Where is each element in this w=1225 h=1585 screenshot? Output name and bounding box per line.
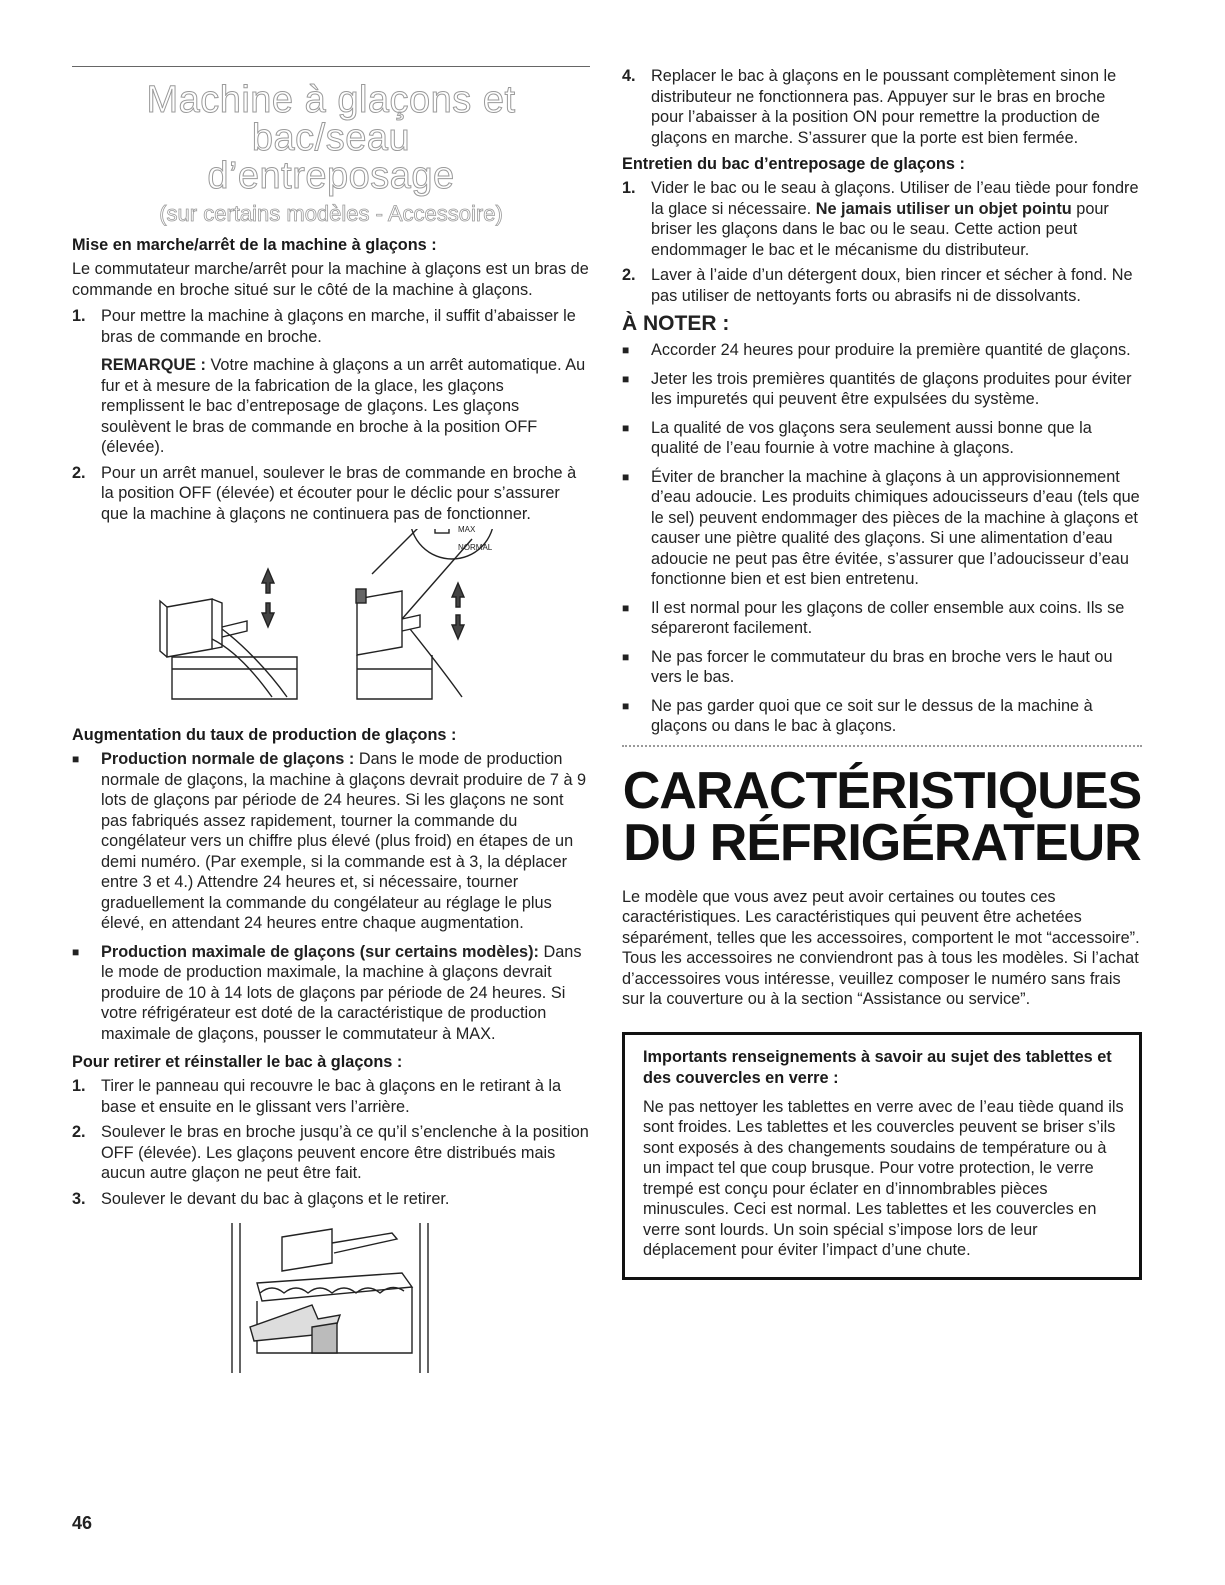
rate-item-body: Dans le mode de production maximale, la machine à glaçons devrait produire de 10 à 14 lots de glaçons par période de 24 heures. Si votre réfrigérateur est doté de la caractéristique de production maximale de glaçons, pousser le commutateur à MAX. [101, 942, 582, 1043]
care-item [622, 178, 1142, 260]
rate-item-text [101, 942, 590, 1045]
note-text: Accorder 24 heures pour produire la première quantité de glaçons. [651, 341, 1131, 359]
right-column [622, 66, 1142, 1280]
arm-illustration-svg [72, 529, 590, 719]
care-text-b: pour briser les glaçons dans le bac ou le seau. Cette action peut endommager le bac et le mécanisme du distributeur. [651, 199, 1109, 259]
note-item [622, 647, 1142, 688]
note-item [622, 340, 1142, 361]
onoff-item [72, 306, 590, 458]
item-number: 3. [72, 1189, 86, 1208]
section-title [72, 81, 590, 195]
left-column [72, 66, 590, 1373]
care-item [622, 265, 1142, 306]
bullet-icon: ■ [622, 420, 630, 435]
bullet-icon: ■ [622, 469, 630, 484]
care-heading: Entretien du bac d’entreposage de glaçons : [622, 155, 965, 173]
note-text: Jeter les trois premières quantités de glaçons produites pour éviter les impuretés qui peuvent être expulsées du système. [651, 369, 1132, 408]
box-text: Ne pas nettoyer les tablettes en verre avec de l’eau tiède quand ils sont froides. Les tablettes et les couvercles peuvent se briser s’ils sont exposés à des changements soudains de température ou à un impact tel que coup brusque. Pour votre protection, le verre trempé est conçu pour éclater en d’innombrables pièces minuscules. Ceci est normal. Les tablettes et les couvercles en verre sont lourds. Un soin spécial s’impose lors de leur déplacement pour éviter l’impact d’une chute. [643, 1097, 1124, 1259]
features-title-line2: DU RÉFRIGÉRATEUR [623, 813, 1141, 872]
item-text: Pour mettre la machine à glaçons en marche, il suffit d’abaisser le bras de commande en broche. [101, 307, 576, 346]
note-text: Ne pas forcer le commutateur du bras en broche vers le haut ou vers le bas. [651, 647, 1113, 686]
item-text [651, 178, 1142, 260]
ice-bin-illustration [72, 1223, 590, 1373]
rate-item [72, 749, 590, 934]
note-text: Éviter de brancher la machine à glaçons à un approvisionnement d’eau adoucie. Les produits chimiques adoucisseurs d’eau (tels que le sel) peuvent endommager des pièces de la machine à glaçons et causer une piètre qualité des glaçons. Si une alimentation d’eau adoucie ne peut pas être évitée, s’assurer que l’adoucisseur d’eau fonctionne bien et est bien entretenu. [651, 467, 1140, 588]
bullet-icon: ■ [72, 944, 80, 959]
section-subtitle: (sur certains modèles - Accessoire) [159, 201, 503, 226]
rate-item-label: Production maximale de glaçons (sur certains modèles): [101, 942, 539, 961]
normal-label: NORMAL [458, 543, 493, 552]
remove-item [72, 1189, 590, 1210]
note-item [622, 467, 1142, 590]
features-title [622, 761, 1142, 872]
item-number: 4. [622, 67, 636, 85]
features-title-line1: CARACTÉRISTIQUES [622, 761, 1142, 820]
remark-text: Votre machine à glaçons a un arrêt automatique. Au fur et à mesure de la fabrication de la glace, les glaçons remplissent le bac d’entreposage de glaçons. Les glaçons soulèvent le bras de commande en broche à la position OFF (élevée). [101, 356, 586, 456]
item-number: 1. [72, 1077, 86, 1095]
box-heading: Importants renseignements à savoir au sujet des tablettes et des couvercles en verre : [643, 1047, 1112, 1087]
bullet-icon: ■ [622, 698, 630, 713]
remove-item [72, 1076, 590, 1117]
remark [101, 355, 590, 458]
rate-item-text [101, 749, 590, 934]
remove-item [72, 1122, 590, 1184]
note-text: Il est normal pour les glaçons de coller ensemble aux coins. Ils se sépareront facilement. [651, 598, 1125, 637]
bin-illustration-svg [72, 1223, 590, 1373]
onoff-heading: Mise en marche/arrêt de la machine à glaçons : [72, 236, 437, 254]
note-item [622, 598, 1142, 639]
item-text: Tirer le panneau qui recouvre le bac à glaçons en le retirant à la base et ensuite en le glissant vers l’arrière. [101, 1077, 562, 1116]
remove-heading: Pour retirer et réinstaller le bac à glaçons : [72, 1053, 403, 1071]
ice-maker-arm-illustration [72, 525, 590, 719]
care-text-a: Vider le bac ou le seau à glaçons. Utiliser de l’eau tiède pour fondre la glace si nécessaire. [651, 179, 1139, 218]
glass-warning-box [622, 1032, 1142, 1280]
item-text: Replacer le bac à glaçons en le poussant complètement sinon le distributeur ne fonctionnera pas. Appuyer sur le bras en broche pour l’abaisser à la position ON pour remettre la production de glaçons en marche. S’assurer que la porte est bien fermée. [651, 67, 1117, 147]
item-number: 1. [622, 179, 636, 197]
max-label: MAX [458, 525, 476, 534]
item-text: Laver à l’aide d’un détergent doux, bien rincer et sécher à fond. Ne pas utiliser de nettoyants forts ou abrasifs ni de dissolvants. [651, 266, 1133, 305]
bullet-icon: ■ [622, 600, 630, 615]
bullet-icon: ■ [622, 649, 630, 664]
note-item [622, 696, 1142, 737]
onoff-intro: Le commutateur marche/arrêt pour la machine à glaçons est un bras de commande en broche situé sur le côté de la machine à glaçons. [72, 260, 589, 299]
item-text: Soulever le devant du bac à glaçons et le retirer. [101, 1189, 450, 1208]
remark-label: REMARQUE : [101, 356, 206, 374]
page-number: 46 [72, 1513, 93, 1533]
rate-heading: Augmentation du taux de production de glaçons : [72, 726, 457, 744]
note-item [622, 418, 1142, 459]
top-rule [72, 66, 590, 67]
remove-item [622, 66, 1142, 148]
item-text: Pour un arrêt manuel, soulever le bras de commande en broche à la position OFF (élevée) et écouter pour le déclic pour s’assurer que la machine à glaçons ne continuera pas de fonctionner. [101, 463, 577, 523]
item-number: 2. [622, 266, 636, 284]
note-text: Ne pas garder quoi que ce soit sur le dessus de la machine à glaçons ou dans le bac à glaçons. [651, 696, 1093, 735]
onoff-item [72, 463, 590, 525]
item-number: 2. [72, 463, 86, 482]
section-title-line2: d’entreposage [207, 155, 455, 197]
section-title-line1: Machine à glaçons et bac/seau [146, 79, 516, 159]
section-divider [622, 745, 1142, 751]
bullet-icon: ■ [72, 752, 80, 766]
bullet-icon: ■ [622, 371, 630, 386]
note-text: La qualité de vos glaçons sera seulement aussi bonne que la qualité de l’eau fournie à votre machine à glaçons. [651, 418, 1092, 457]
rate-item-label: Production normale de glaçons : [101, 750, 355, 768]
rate-item-body: Dans le mode de production normale de glaçons, la machine à glaçons devrait produire de 7 à 9 lots de glaçons par période de 24 heures. Si les glaçons ne sont pas fabriqués assez rapidement, tourner la commande du congélateur vers un chiffre plus élevé (plus froid) en étapes de un demi numéro. (Par exemple, si la commande est à 3, la déplacer entre 3 et 4.) Attendre 24 heures et, si nécessaire, tourner graduellement la commande du congélateur au réglage le plus élevé, en attendant 24 heures entre chaque augmentation. [101, 750, 587, 932]
note-item [622, 369, 1142, 410]
features-intro: Le modèle que vous avez peut avoir certaines ou toutes ces caractéristiques. Les caractéristiques qui peuvent être achetées séparément, telles que les accessoires, comportent le mot “accessoire”. Tous les accessoires ne conviendront pas à tous les modèles. Si l’achat d’accessoires vous intéresse, veuillez composer le numéro sans frais sur la couverture ou à la section “Assistance ou service”. [622, 887, 1140, 1008]
item-text: Soulever le bras en broche jusqu’à ce qu’il s’enclenche à la position OFF (élevée). Les glaçons peuvent encore être distribués mais aucun autre glaçon ne peut être fait. [101, 1123, 589, 1182]
bullet-icon: ■ [622, 343, 630, 357]
item-number: 2. [72, 1123, 86, 1141]
item-number: 1. [72, 307, 86, 325]
care-warning: Ne jamais utiliser un objet pointu [815, 199, 1072, 218]
rate-item [72, 942, 590, 1045]
note-heading: À NOTER : [622, 312, 730, 335]
